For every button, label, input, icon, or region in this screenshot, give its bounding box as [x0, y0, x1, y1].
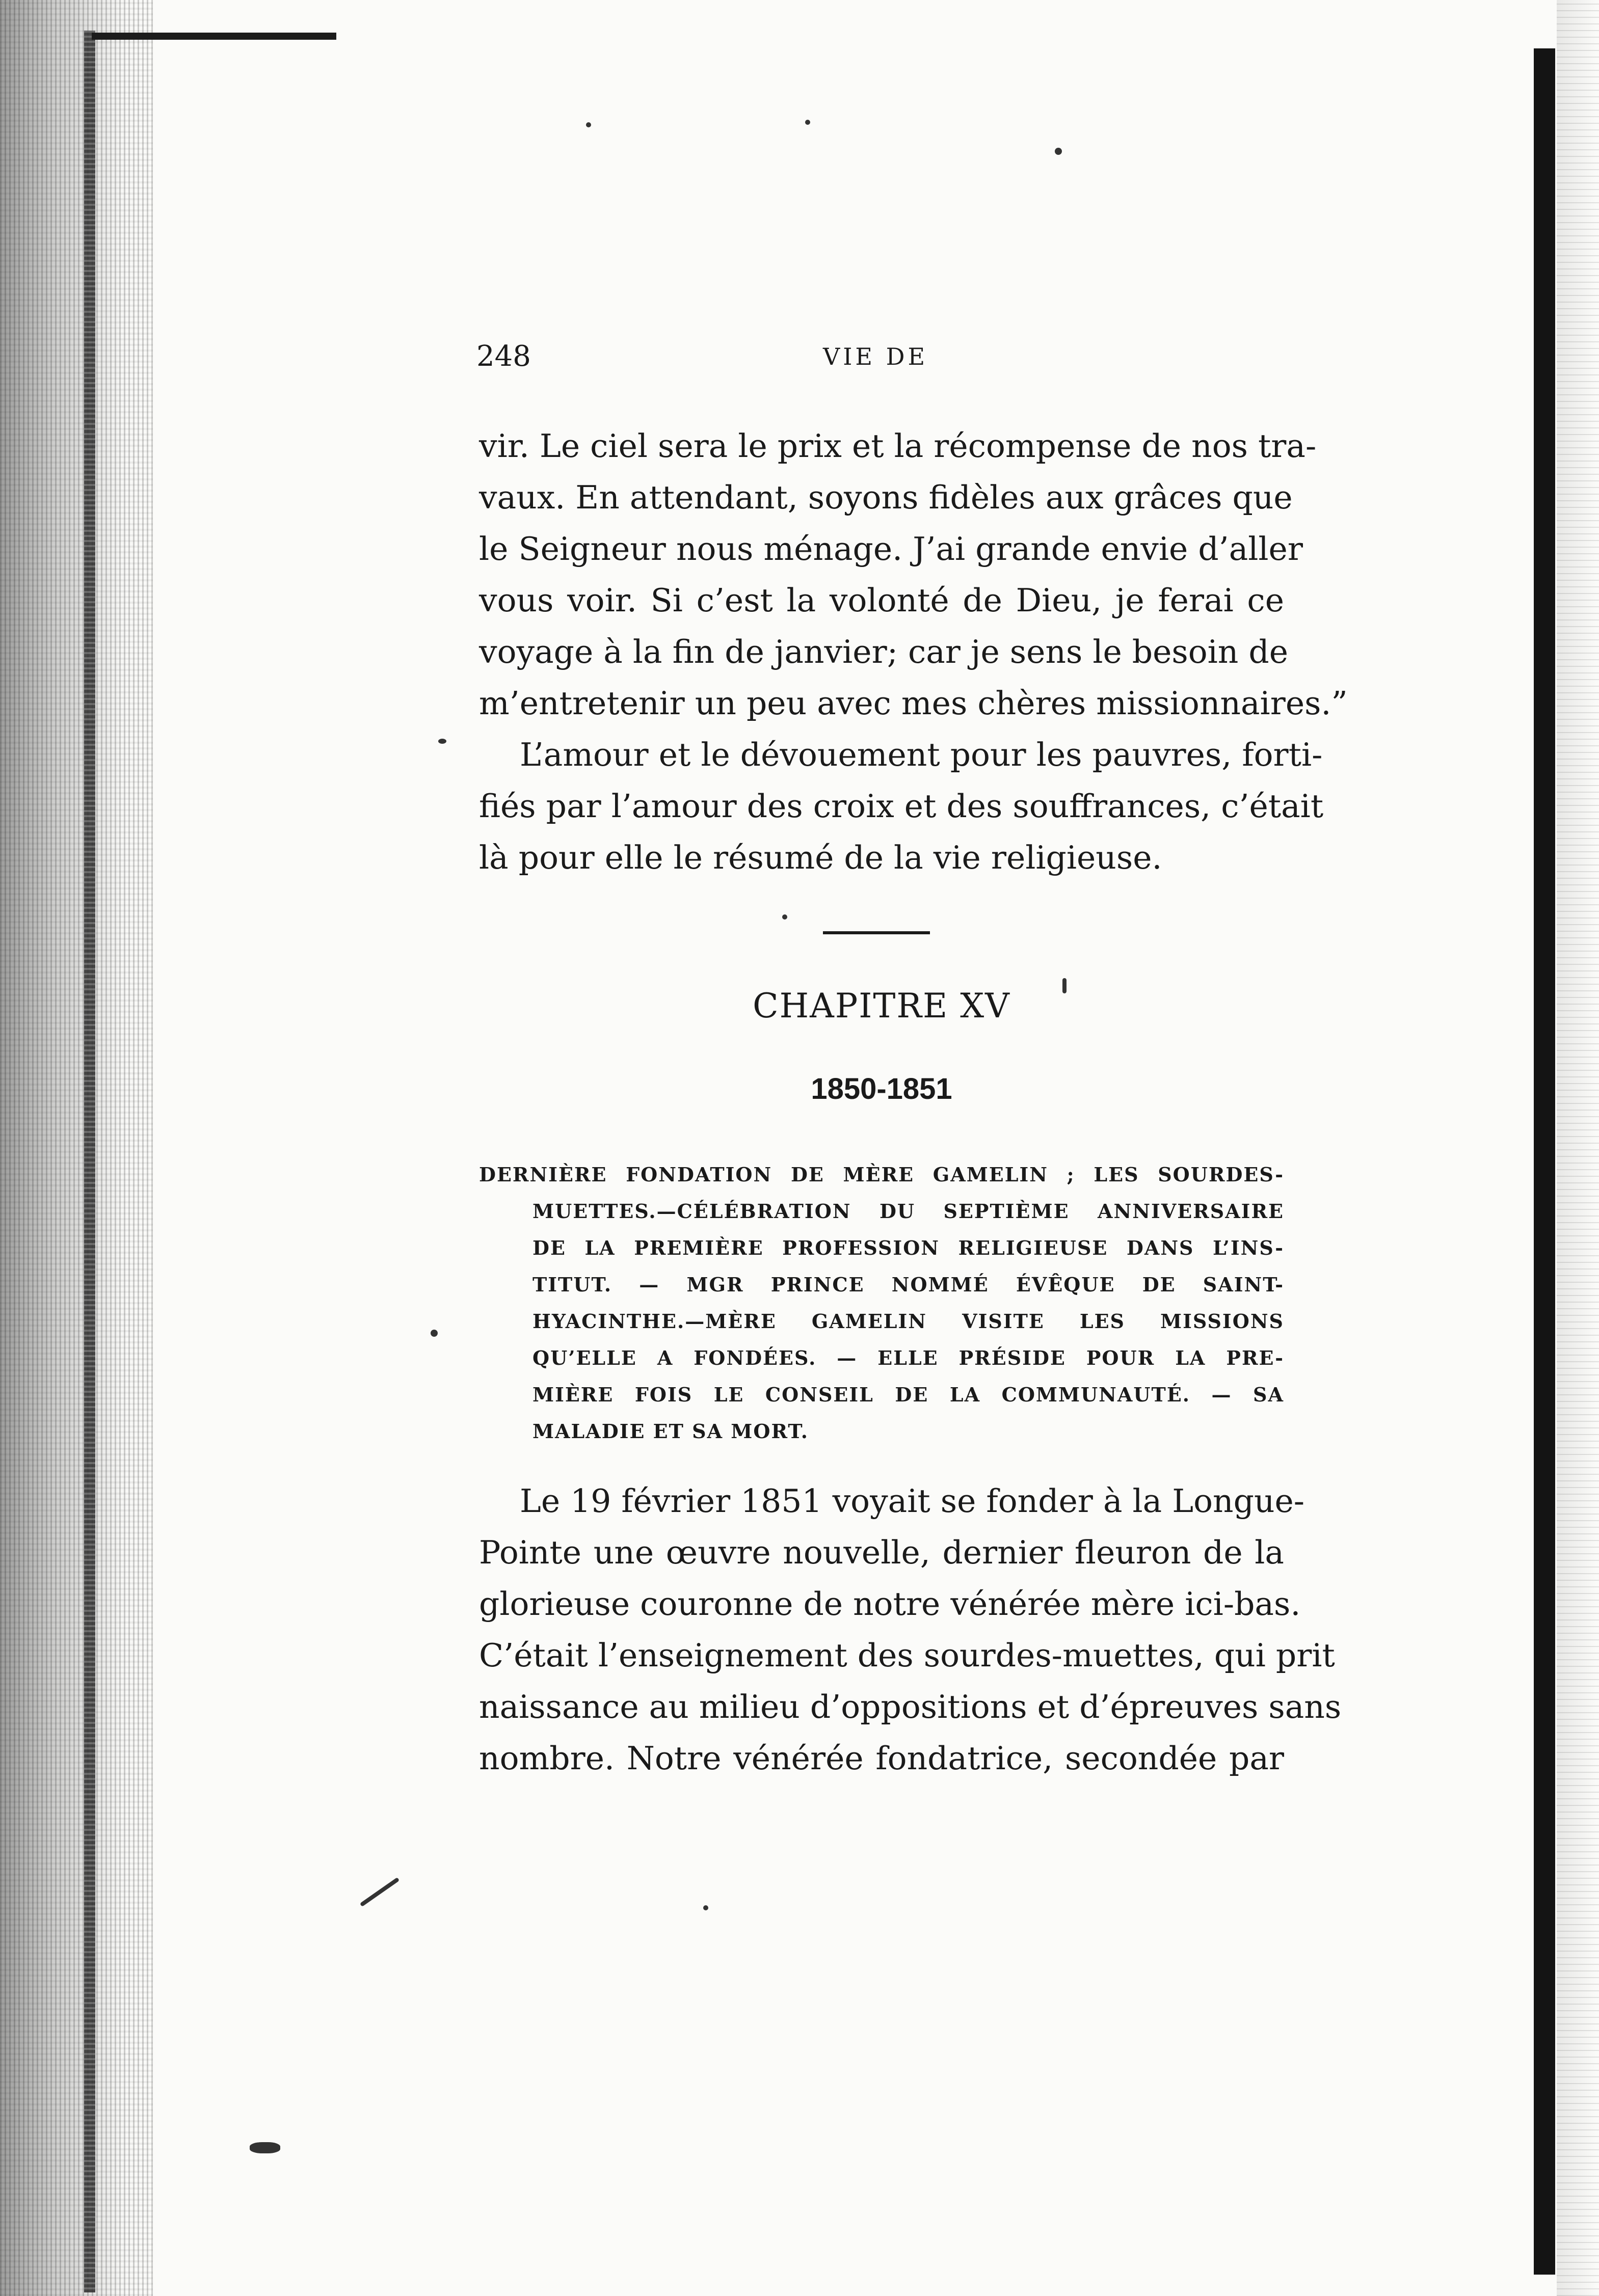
- text-line: C’était l’enseignement des sourdes-muettes, qui prit: [479, 1637, 1335, 1674]
- text-line: Le 19 février 1851 voyait se fonder à la Longue-: [520, 1482, 1305, 1520]
- scan-edge-right-noise: [1557, 0, 1599, 2296]
- summary-line: DE LA PREMIÈRE PROFESSION RELIGIEUSE DANS L’INS-: [532, 1236, 1284, 1259]
- text-line: naissance au milieu d’oppositions et d’épreuves sans: [479, 1688, 1342, 1725]
- paragraph-1: [479, 420, 1348, 729]
- text-line: voyage à la fin de janvier; car je sens le besoin de: [479, 633, 1289, 670]
- speck: [250, 2142, 280, 2153]
- text-line: vaux. En attendant, soyons fidèles aux grâces que: [479, 479, 1293, 516]
- text-line: L’amour et le dévouement pour les pauvres, forti-: [520, 736, 1323, 773]
- speck: [805, 120, 810, 125]
- speck: [360, 1877, 399, 1907]
- paragraph-text: [479, 1475, 1342, 1784]
- speck: [1055, 148, 1062, 155]
- scan-edge-right: [1534, 48, 1555, 2275]
- summary-line: TITUT. — MGR PRINCE NOMMÉ ÉVÊQUE DE SAINT-: [532, 1273, 1284, 1296]
- text-line: vous voir. Si c’est la volonté de Dieu, je ferai ce: [479, 582, 1284, 619]
- page-header: [476, 336, 1287, 377]
- text-line: glorieuse couronne de notre vénérée mère ici-bas.: [479, 1585, 1301, 1623]
- text-line: là pour elle le résumé de la vie religieuse.: [479, 839, 1162, 876]
- text-line: fiés par l’amour des croix et des souffrances, c’était: [479, 788, 1324, 825]
- summary-line: DERNIÈRE FONDATION DE MÈRE GAMELIN ; LES SOURDES-: [479, 1163, 1284, 1186]
- summary-line: MUETTES.—CÉLÉBRATION DU SEPTIÈME ANNIVERSAIRE: [532, 1200, 1284, 1223]
- scan-top-edge: [92, 33, 336, 40]
- summary-line: MALADIE ET SA MORT.: [532, 1420, 809, 1443]
- speck: [782, 914, 787, 920]
- speck: [438, 739, 446, 744]
- paragraph-3: [479, 1475, 1342, 1784]
- paragraph-text: [479, 420, 1348, 729]
- text-line: nombre. Notre vénérée fondatrice, secondée par: [479, 1740, 1284, 1777]
- chapter-title: CHAPITRE XV: [753, 986, 1010, 1025]
- paragraph-text: [479, 729, 1324, 883]
- page-number: 248: [476, 340, 531, 373]
- paragraph-2: [479, 729, 1324, 883]
- text-line: m’entretenir un peu avec mes chères missionnaires.”: [479, 685, 1348, 722]
- scan-binding-shadow: [84, 31, 95, 2292]
- speck: [431, 1330, 438, 1337]
- speck: [703, 1905, 708, 1910]
- summary-line: MIÈRE FOIS LE CONSEIL DE LA COMMUNAUTÉ. — SA: [532, 1383, 1284, 1406]
- running-head: VIE DE: [823, 343, 928, 370]
- speck: [586, 122, 591, 127]
- section-divider: [823, 931, 930, 934]
- scan-edge-left: [0, 0, 153, 2296]
- text-line: vir. Le ciel sera le prix et la récompense de nos tra-: [479, 427, 1317, 465]
- text-line: Pointe une œuvre nouvelle, dernier fleuron de la: [479, 1534, 1284, 1571]
- summary-line: HYACINTHE.—MÈRE GAMELIN VISITE LES MISSIONS: [532, 1310, 1284, 1333]
- text-line: le Seigneur nous ménage. J’ai grande envie d’aller: [479, 530, 1303, 568]
- summary-line: QU’ELLE A FONDÉES. — ELLE PRÉSIDE POUR LA PRE-: [532, 1346, 1284, 1369]
- chapter-years: 1850-1851: [811, 1072, 952, 1105]
- chapter-summary: [479, 1156, 1284, 1450]
